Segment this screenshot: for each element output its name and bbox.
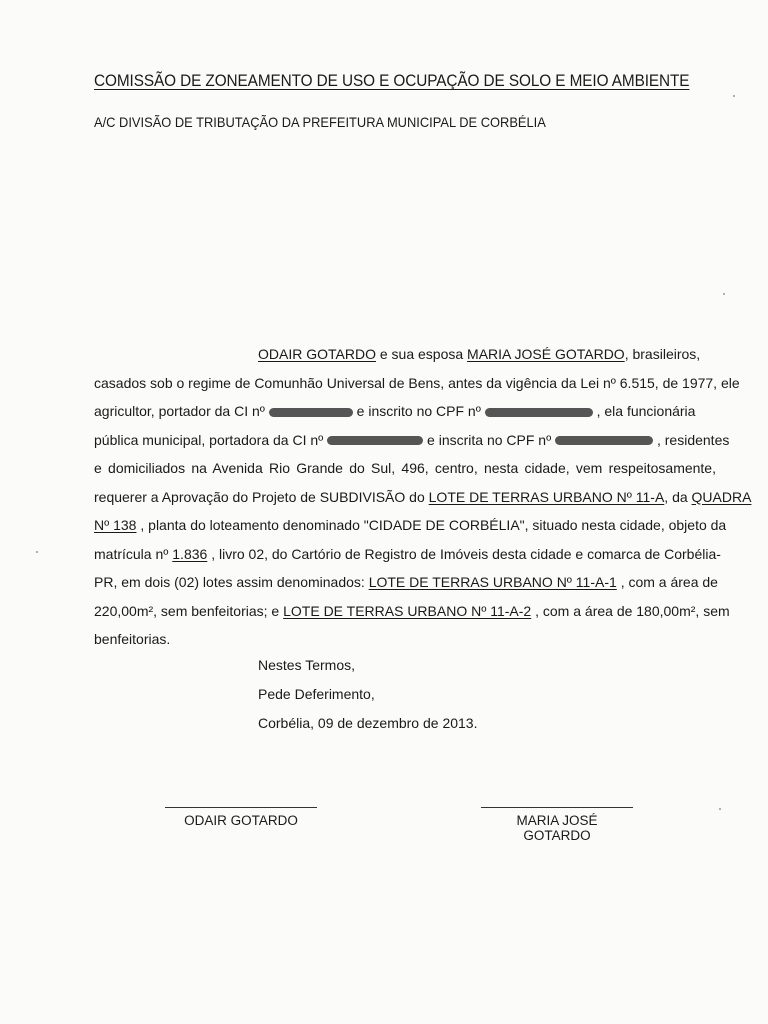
document-title: COMISSÃO DE ZONEAMENTO DE USO E OCUPAÇÃO DE SOLO E MEIO AMBIENTE bbox=[94, 72, 690, 90]
body-line-9: PR, em dois (02) lotes assim denominados: LOTE DE TERRAS URBANO Nº 11-A-1 , com a área de bbox=[94, 574, 718, 590]
body-line-1: ODAIR GOTARDO e sua esposa MARIA JOSÉ GOTARDO, brasileiros, bbox=[258, 346, 701, 362]
redacted-cpf-1 bbox=[485, 408, 593, 417]
signature-name-right: MARIA JOSÉ GOTARDO bbox=[516, 813, 598, 843]
body-line-5: e domiciliados na Avenida Rio Grande do Sul, 496, centro, nesta cidade, vem respeitosamente, bbox=[94, 460, 716, 476]
signature-left bbox=[165, 807, 317, 828]
block-label: QUADRA bbox=[691, 488, 752, 505]
body-line-6: requerer a Aprovação do Projeto de SUBDIVISÃO do LOTE DE TERRAS URBANO Nº 11-A, da QUADRA bbox=[94, 488, 752, 505]
body-line-7: Nº 138 , planta do loteamento denominado "CIDADE DE CORBÉLIA", situado nesta cidade, objeto da bbox=[94, 517, 727, 533]
block-number: Nº 138 bbox=[94, 517, 137, 533]
redacted-ci-1 bbox=[269, 408, 353, 417]
applicant-name-1: ODAIR GOTARDO bbox=[258, 346, 376, 362]
body-line-3: agricultor, portador da CI nº e inscrito no CPF nº , ela funcionária bbox=[94, 403, 696, 419]
scan-speck bbox=[719, 808, 721, 810]
request-body bbox=[94, 340, 752, 654]
body-line-10: 220,00m², sem benfeitorias; e LOTE DE TERRAS URBANO Nº 11-A-2 , com a área de 180,00m², sem bbox=[94, 602, 730, 619]
closing-line-2: Pede Deferimento, bbox=[258, 686, 375, 702]
body-line-4: pública municipal, portadora da CI nº e inscrita no CPF nº , residentes bbox=[94, 431, 730, 448]
body-line-11: benfeitorias. bbox=[94, 631, 171, 647]
signature-line-left bbox=[165, 807, 317, 808]
registration-number: 1.836 bbox=[172, 545, 208, 562]
body-line-8: matrícula nº 1.836 , livro 02, do Cartório de Registro de Imóveis desta cidade e comarca de Corbélia- bbox=[94, 545, 721, 562]
lot-2-name: LOTE DE TERRAS URBANO Nº 11-A-2 bbox=[283, 602, 532, 619]
closing-line-1: Nestes Termos, bbox=[258, 657, 355, 673]
redacted-cpf-2 bbox=[555, 436, 653, 445]
signature-name-left: ODAIR GOTARDO bbox=[184, 813, 298, 828]
redacted-ci-2 bbox=[327, 436, 423, 445]
lot-1-name: LOTE DE TERRAS URBANO Nº 11-A-1 bbox=[368, 574, 617, 590]
closing-block bbox=[258, 651, 477, 738]
scan-speck bbox=[733, 95, 735, 97]
lot-name: LOTE DE TERRAS URBANO Nº 11-A bbox=[428, 488, 665, 505]
signature-right bbox=[481, 807, 633, 843]
applicant-name-2: MARIA JOSÉ GOTARDO bbox=[467, 346, 625, 362]
scan-speck bbox=[723, 293, 725, 295]
scan-speck bbox=[36, 551, 38, 553]
body-line-2: casados sob o regime de Comunhão Universal de Bens, antes da vigência da Lei nº 6.515, de 1977, ele bbox=[94, 374, 740, 391]
document-subtitle: A/C DIVISÃO DE TRIBUTAÇÃO DA PREFEITURA MUNICIPAL DE CORBÉLIA bbox=[94, 114, 546, 130]
signature-line-right bbox=[481, 807, 633, 808]
date-line: Corbélia, 09 de dezembro de 2013. bbox=[258, 715, 478, 731]
